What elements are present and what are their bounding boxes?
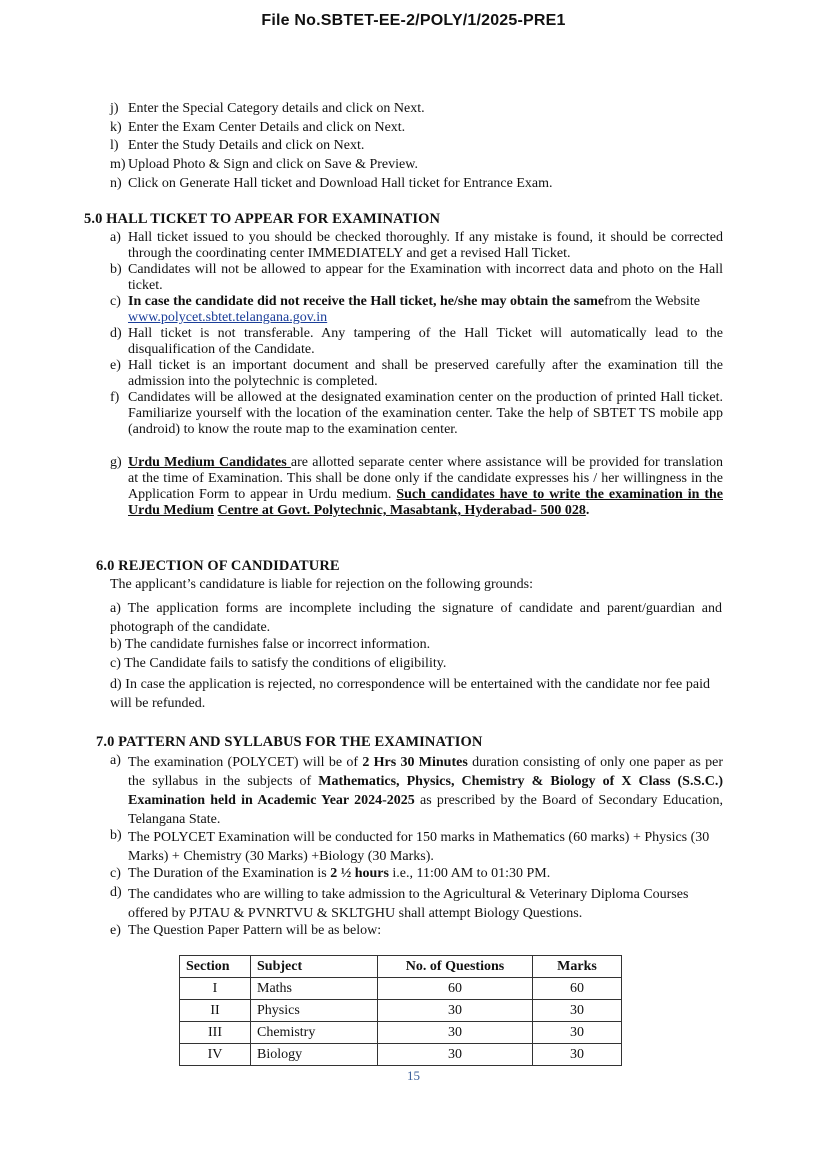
cell-questions: 30	[378, 1044, 533, 1066]
question-paper-table	[179, 955, 622, 1066]
hours-bold: 2 ½ hours	[330, 866, 389, 881]
cell-section: II	[180, 1000, 251, 1022]
header-marks: Marks	[533, 956, 622, 978]
item-marker: c)	[110, 294, 121, 309]
item-marker: g)	[110, 455, 122, 470]
table-row	[180, 1022, 622, 1044]
header-subject: Subject	[251, 956, 378, 978]
hall-ticket-bold-text: In case the candidate did not receive the Hall ticket, he/she may obtain the same	[128, 294, 605, 309]
s6-intro: The applicant’s candidature is liable for rejection on the following grounds:	[110, 577, 533, 592]
s5-item-g	[128, 455, 723, 519]
cell-questions: 60	[378, 978, 533, 1000]
s7-item-d: The candidates who are willing to take admission to the Agricultural & Veterinary Diploma Courses offered by PJTAU & PVNRTVU & SKLTGHU shall attempt Biology Questions.	[128, 887, 689, 921]
cell-subject: Maths	[251, 978, 378, 1000]
step-text: Enter the Special Category details and click on Next.	[128, 101, 425, 116]
text-part: duration consisting of only one paper as per the syllabus in the subjects of	[128, 755, 724, 789]
step-text: Click on Generate Hall ticket and Download Hall ticket for Entrance Exam.	[128, 176, 553, 191]
cell-marks: 30	[533, 1044, 622, 1066]
s7-item-b: The POLYCET Examination will be conducted for 150 marks in Mathematics (60 marks) + Physics (30 Marks) + Chemistry (30 Marks) +Biology (30 Marks).	[128, 830, 710, 864]
s6-item-c: c) The Candidate fails to satisfy the conditions of eligibility.	[110, 656, 447, 671]
duration-bold: 2 Hrs 30 Minutes	[362, 755, 468, 770]
cell-section: IV	[180, 1044, 251, 1066]
step-text: Enter the Study Details and click on Next.	[128, 138, 365, 153]
item-marker: f)	[110, 390, 120, 405]
sentence-end: .	[585, 503, 590, 518]
item-marker: d)	[110, 885, 122, 900]
section-5-heading: 5.0 HALL TICKET TO APPEAR FOR EXAMINATION	[84, 211, 441, 227]
cell-section: I	[180, 978, 251, 1000]
s5-item-e: Hall ticket is an important document and shall be preserved carefully after the examination till the admission into the polytechnic is completed.	[128, 358, 723, 389]
item-marker: e)	[110, 923, 121, 938]
subjects-bold: Mathematics, Physics, Chemistry & Biology of X Class (S.S.C.) Examination held in Academic Year 2024-2025	[128, 774, 723, 808]
s6-item-a: a) The application forms are incomplete including the signature of candidate and parent/guardian and photograph of the candidate.	[110, 601, 722, 635]
polycet-website-link[interactable]: www.polycet.sbtet.telangana.gov.in	[128, 310, 328, 325]
s6-item-d: d) In case the application is rejected, no correspondence will be entertained with the candidate nor fee paid will be refunded.	[110, 677, 710, 711]
s5-item-c	[128, 294, 728, 326]
cell-marks: 30	[533, 1022, 622, 1044]
s5-item-f: Candidates will be allowed at the designated examination center on the production of printed Hall ticket. Familiarize yourself with the location of the examination center. Take the help of SBTET TS mobile app (android) to know the route map to the examination center.	[128, 390, 723, 437]
s5-item-d: Hall ticket is not transferable. Any tampering of the Hall Ticket will automatically lead to the disqualification of the Candidate.	[128, 326, 723, 357]
s7-item-e: The Question Paper Pattern will be as below:	[128, 923, 382, 938]
item-marker: e)	[110, 358, 121, 373]
urdu-medium-instruction: Such candidates have to write the examination in the Urdu Medium	[128, 487, 723, 518]
cell-subject: Biology	[251, 1044, 378, 1066]
table-row	[180, 1000, 622, 1022]
urdu-medium-text: are allotted separate center where assistance will be provided for translation at the time of Examination. This shall be done only if the candidate expresses his / her willingness in the Application Form to appear in Urdu medium.	[128, 455, 724, 502]
step-marker: l)	[110, 138, 119, 153]
item-marker: d)	[110, 326, 122, 341]
urdu-medium-label: Urdu Medium Candidates	[128, 455, 291, 470]
cell-questions: 30	[378, 1000, 533, 1022]
website-prefix: from the Website	[604, 294, 700, 309]
item-marker: a)	[110, 753, 121, 768]
urdu-centre-address: Centre at Govt. Polytechnic, Masabtank, Hyderabad- 500 028	[217, 503, 586, 518]
text-part: as prescribed by the Board of Secondary Education, Telangana State.	[128, 793, 724, 827]
item-marker: b)	[110, 828, 122, 843]
item-marker: a)	[110, 230, 121, 245]
item-marker: b)	[110, 262, 122, 277]
step-text: Enter the Exam Center Details and click on Next.	[128, 120, 406, 135]
s6-item-b: b) The candidate furnishes false or incorrect information.	[110, 637, 431, 652]
step-text: Upload Photo & Sign and click on Save & Preview.	[128, 157, 418, 172]
s7-item-a	[128, 753, 723, 829]
step-marker: k)	[110, 120, 122, 135]
cell-subject: Physics	[251, 1000, 378, 1022]
text-part: i.e., 11:00 AM to 01:30 PM.	[388, 866, 551, 881]
file-number-header: File No.SBTET-EE-2/POLY/1/2025-PRE1	[261, 12, 566, 29]
cell-questions: 30	[378, 1022, 533, 1044]
text-part: The Duration of the Examination is	[128, 866, 331, 881]
cell-section: III	[180, 1022, 251, 1044]
step-marker: m)	[110, 157, 126, 172]
s5-item-b: Candidates will not be allowed to appear for the Examination with incorrect data and photo on the Hall ticket.	[128, 262, 723, 293]
text-part: The examination (POLYCET) will be of	[128, 755, 363, 770]
step-marker: j)	[110, 101, 119, 116]
s7-item-c	[128, 866, 550, 882]
page-number: 15	[407, 1068, 420, 1083]
section-6-heading: 6.0 REJECTION OF CANDIDATURE	[96, 558, 340, 574]
section-7-heading: 7.0 PATTERN AND SYLLABUS FOR THE EXAMINATION	[96, 734, 483, 750]
cell-marks: 30	[533, 1000, 622, 1022]
table-header-row	[180, 956, 622, 978]
header-section: Section	[180, 956, 251, 978]
table-row	[180, 1044, 622, 1066]
s5-item-a: Hall ticket issued to you should be checked thoroughly. If any mistake is found, it should be corrected through the coordinating center IMMEDIATELY and get a revised Hall Ticket.	[128, 230, 723, 261]
cell-subject: Chemistry	[251, 1022, 378, 1044]
step-marker: n)	[110, 176, 122, 191]
header-questions: No. of Questions	[378, 956, 533, 978]
item-marker: c)	[110, 866, 121, 881]
table-row	[180, 978, 622, 1000]
cell-marks: 60	[533, 978, 622, 1000]
